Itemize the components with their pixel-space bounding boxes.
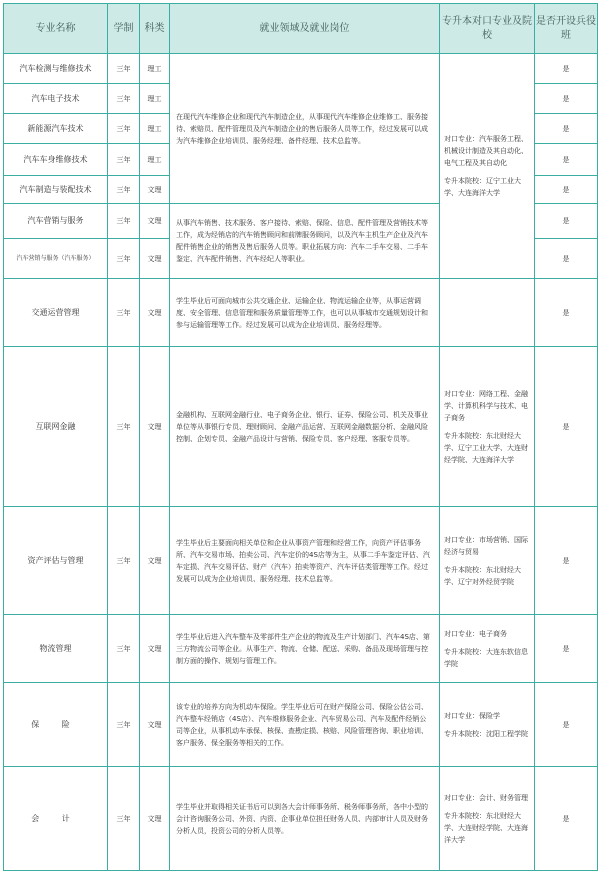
table-row xyxy=(4,507,598,615)
major-name: 互联网金融 xyxy=(4,347,108,507)
transfer-schools: 专升本院校：东北财经大学、大连财经学院、大连海洋大学 xyxy=(444,811,528,844)
table-row xyxy=(4,279,598,347)
military-cell: 是 xyxy=(535,615,598,683)
subject-cell: 理工 xyxy=(140,54,170,84)
program-table-wrapper xyxy=(3,3,598,871)
military-cell: 是 xyxy=(535,279,598,347)
subject-cell: 理工 xyxy=(140,114,170,144)
years-cell: 三年 xyxy=(108,239,140,279)
major-name: 汽车检测与维修技术 xyxy=(4,54,108,84)
years-cell: 三年 xyxy=(108,507,140,615)
transfer-schools: 专升本院校：沈阳工程学院 xyxy=(444,729,528,738)
major-name: 交通运营管理 xyxy=(4,279,108,347)
military-cell: 是 xyxy=(535,54,598,84)
employment-cell: 学生毕业后可面向城市公共交通企业、运输企业、物流运输企业等，从事运营调度、安全管理、信息管理和服务质量管理等工作，也可以从事城市交通规划设计和参与运输管理等工作。经过发展可以成为企业培训员、服务经理等。 xyxy=(170,279,440,347)
major-name: 汽车电子技术 xyxy=(4,84,108,114)
years-cell: 三年 xyxy=(108,144,140,176)
transfer-major: 对口专业：保险学 xyxy=(444,711,500,720)
subject-cell: 文理 xyxy=(140,683,170,767)
subject-cell: 文理 xyxy=(140,347,170,507)
major-name: 新能源汽车技术 xyxy=(4,114,108,144)
military-cell: 是 xyxy=(535,239,598,279)
subject-cell: 文理 xyxy=(140,239,170,279)
subject-cell: 文理 xyxy=(140,767,170,871)
employment-cell: 学生毕业并取得相关证书后可以到各大会计师事务所、税务师事务所，各中小型的会计咨询服务公司、外资、内资、企事业单位担任财务人员、内部审计人员及财务分析人员，投资公司的分析人员等。 xyxy=(170,767,440,871)
military-cell: 是 xyxy=(535,767,598,871)
header-subject: 科类 xyxy=(140,4,170,54)
major-name: 汽车制造与装配技术 xyxy=(4,176,108,204)
table-row xyxy=(4,54,598,84)
years-cell: 三年 xyxy=(108,683,140,767)
transfer-cell xyxy=(440,347,535,507)
subject-cell: 文理 xyxy=(140,615,170,683)
table-row xyxy=(4,347,598,507)
employment-cell: 学生毕业后进入汽车整车及零部件生产企业的物流及生产计划部门、汽车4S店、第三方物流公司等企业。从事生产、物流、仓储、配送、采购、备品及现场管理与控制方面的操作、规划与管理工作。 xyxy=(170,615,440,683)
transfer-cell xyxy=(440,683,535,767)
header-employment: 就业领域及就业岗位 xyxy=(170,4,440,54)
subject-cell: 文理 xyxy=(140,204,170,239)
table-row xyxy=(4,767,598,871)
employment-cell: 金融机构、互联网金融行业、电子商务企业、银行、证券、保险公司、机关及事业单位等从事银行专员、理财顾问、金融产品运营、互联网金融数据分析、金融风险控制、企划专员、金融产品设计与营销、保险专员、客户经理、客服专员等。 xyxy=(170,347,440,507)
major-name: 汽车车身维修技术 xyxy=(4,144,108,176)
subject-cell: 文理 xyxy=(140,507,170,615)
years-cell: 三年 xyxy=(108,347,140,507)
years-cell: 三年 xyxy=(108,767,140,871)
years-cell: 三年 xyxy=(108,615,140,683)
transfer-major: 对口专业：市场营销、国际经济与贸易 xyxy=(444,535,528,556)
major-name: 汽车营销与服务 xyxy=(4,204,108,239)
military-cell: 是 xyxy=(535,84,598,114)
transfer-major: 对口专业：网络工程、金融学、计算机科学与技术、电子商务 xyxy=(444,389,528,422)
transfer-schools: 专升本院校：东北财经大学、辽宁工业大学、大连财经学院、大连海洋大学 xyxy=(444,431,528,464)
transfer-cell xyxy=(440,279,535,347)
subject-cell: 理工 xyxy=(140,84,170,114)
military-cell: 是 xyxy=(535,114,598,144)
transfer-cell xyxy=(440,767,535,871)
subject-cell: 理工 xyxy=(140,144,170,176)
transfer-schools: 专升本院校：东北财经大学、辽宁对外经贸学院 xyxy=(444,565,521,586)
military-cell: 是 xyxy=(535,683,598,767)
transfer-major: 对口专业：会计、财务管理 xyxy=(444,793,528,802)
years-cell: 三年 xyxy=(108,114,140,144)
employment-cell: 在现代汽车维修企业和现代汽车制造企业，从事现代汽车维修企业维修工、服务接待、索赔员、配件管理员及汽车制造企业的售后服务人员等工作，经过发展可以成为汽车维修企业培训员、服务经理、备件经理、技术总监等。 xyxy=(170,54,440,204)
subject-cell: 文理 xyxy=(140,176,170,204)
header-transfer: 专升本对口专业及院校 xyxy=(440,4,535,54)
military-cell: 是 xyxy=(535,347,598,507)
years-cell: 三年 xyxy=(108,279,140,347)
years-cell: 三年 xyxy=(108,204,140,239)
years-cell: 三年 xyxy=(108,176,140,204)
program-table xyxy=(3,3,598,871)
header-military: 是否开设兵役班 xyxy=(535,4,598,54)
employment-cell: 学生毕业后主要面向相关单位和企业从事资产管理和经营工作，向资产评估事务所、汽车交易市场、拍卖公司、汽车定价的4S店等为主，从事二手车鉴定评估、汽车定损、汽车交易评估、财产（汽车）拍卖等资产、汽车评估类管理等工作。经过发展可以成为企业培训员、服务经理、技术总监等。 xyxy=(170,507,440,615)
employment-cell: 该专业的培养方向为机动车保险。学生毕业后可在财产保险公司、保险公估公司、汽车整车经销店（4S店）、汽车维修服务企业、汽车贸易公司、汽车及配件经销公司等企业，从事机动车承保、核保、查勘定损、核赔、风险管理咨询、职业培训、客户服务、保全服务等相关的工作。 xyxy=(170,683,440,767)
table-row xyxy=(4,683,598,767)
header-years: 学制 xyxy=(108,4,140,54)
transfer-major: 对口专业：汽车服务工程、机械设计制造及其自动化、电气工程及其自动化 xyxy=(444,135,528,167)
header-major: 专业名称 xyxy=(4,4,108,54)
transfer-cell xyxy=(440,507,535,615)
major-name: 会 计 xyxy=(4,767,108,871)
military-cell: 是 xyxy=(535,507,598,615)
major-name: 资产评估与管理 xyxy=(4,507,108,615)
transfer-cell xyxy=(440,615,535,683)
major-name: 物流管理 xyxy=(4,615,108,683)
major-name: 汽车营销与服务（汽车服务） xyxy=(4,239,108,279)
years-cell: 三年 xyxy=(108,54,140,84)
years-cell: 三年 xyxy=(108,84,140,114)
transfer-major: 对口专业：电子商务 xyxy=(444,629,507,638)
transfer-schools: 专升本院校：大连东软信息学院 xyxy=(444,647,528,668)
major-name: 保 险 xyxy=(4,683,108,767)
military-cell: 是 xyxy=(535,204,598,239)
transfer-schools: 专升本院校：辽宁工业大学、大连海洋大学 xyxy=(444,177,521,197)
employment-cell: 从事汽车销售、技术服务、客户接待、索赔、保险、信息、配件管理及营销技术等工作，成为经销店的汽车销售顾问和前牌服务顾问，以及汽车主机生产企业及汽车配件销售企业的销售及售后服务人员等。职业拓展方向：汽车二手车交易、二手车鉴定、汽车配件销售、汽车经纪人等职业。 xyxy=(170,204,440,279)
table-row xyxy=(4,615,598,683)
military-cell: 是 xyxy=(535,176,598,204)
military-cell: 是 xyxy=(535,144,598,176)
header-row xyxy=(4,4,598,54)
transfer-cell xyxy=(440,54,535,279)
subject-cell: 文理 xyxy=(140,279,170,347)
